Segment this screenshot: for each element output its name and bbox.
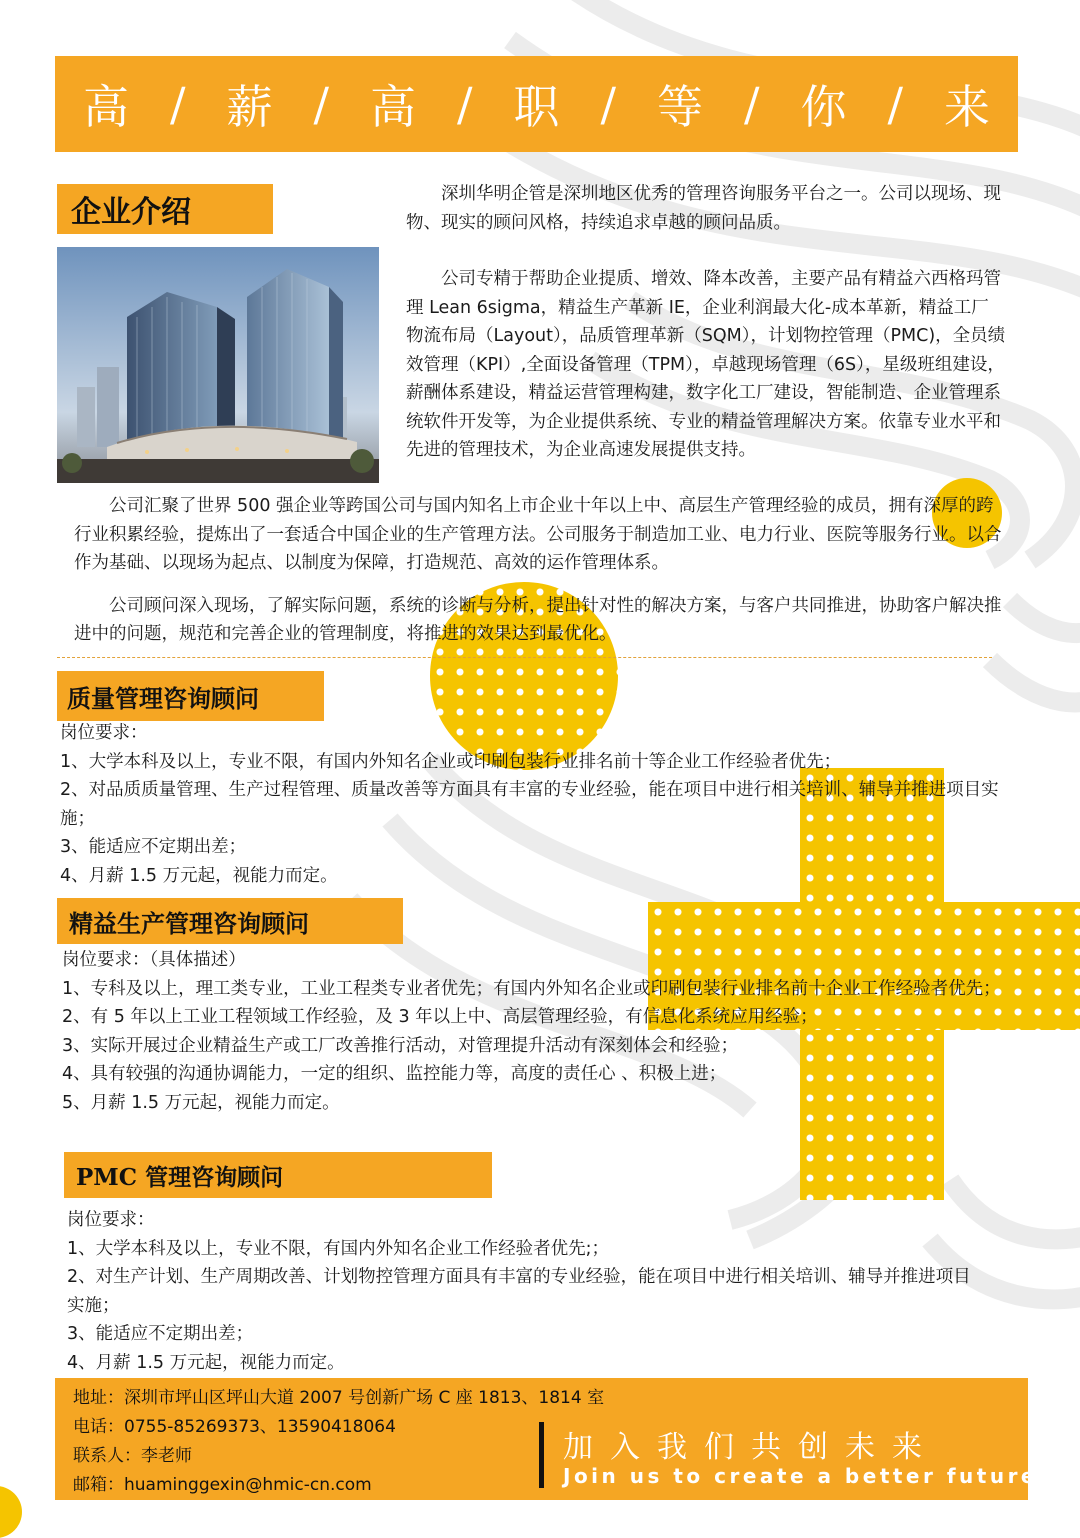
job-lean-requirements <box>62 946 1022 1117</box>
requirement-item: 1、专科及以上，理工类专业，工业工程类专业者优先；有国内外知名企业或印刷包装行业排名前十企业工作经验者优先； <box>62 978 1001 999</box>
requirement-item: 1、大学本科及以上，专业不限，有国内外知名企业工作经验者优先;； <box>67 1238 610 1259</box>
banner-separator: / <box>170 77 186 131</box>
banner-separator: / <box>600 77 616 131</box>
intro-paragraph-3: 公司汇聚了世界 500 强企业等跨国公司与国内知名上市企业十年以上中、高层生产管理经验的成员，拥有深厚的跨行业积累经验，提炼出了一套适合中国企业的生产管理方法。公司服务于制造加工业、电力行业、医院等服务行业。以合作为基础、以现场为起点、以制度为保障，打造规范、高效的运作管理体系。 <box>74 496 1002 573</box>
job-title-quality: 质量管理咨询顾问 <box>57 671 324 721</box>
requirement-item: 2、对生产计划、生产周期改善、计划物控管理方面具有丰富的专业经验，能在项目中进行相关培训、辅导并推进项目实施； <box>67 1267 971 1316</box>
requirement-item: 4、月薪 1.5 万元起，视能力而定。 <box>60 865 338 886</box>
banner-char: 职 <box>513 80 560 134</box>
banner-separator: / <box>313 77 329 131</box>
job-quality-requirements <box>60 719 1020 890</box>
job-pmc-requirements <box>67 1206 977 1377</box>
banner-char: 高 <box>83 80 129 134</box>
intro-text-full <box>74 492 1010 649</box>
banner-char: 你 <box>800 80 847 134</box>
requirement-item: 2、对品质质量管理、生产过程管理、质量改善等方面具有丰富的专业经验，能在项目中进行相关培训、辅导并推进项目实施； <box>60 780 999 829</box>
requirement-item: 3、能适应不定期出差； <box>60 837 247 857</box>
banner-char: 高 <box>370 80 416 134</box>
contact-phone: 电话：0755-85269373、13590418064 <box>73 1417 396 1437</box>
footer-contact-bar <box>55 1378 1038 1500</box>
banner-char: 来 <box>944 80 990 134</box>
banner-char: 等 <box>657 80 703 134</box>
requirements-label: 岗位要求：（具体描述） <box>62 950 246 970</box>
requirement-item: 3、实际开展过企业精益生产或工厂改善推行活动，对管理提升活动有深刻体会和经验； <box>62 1035 739 1056</box>
requirements-label: 岗位要求： <box>60 723 148 743</box>
intro-heading: 企业介绍 <box>57 184 273 234</box>
requirement-item: 4、月薪 1.5 万元起，视能力而定。 <box>67 1352 345 1373</box>
requirement-item: 1、大学本科及以上，专业不限，有国内外知名企业或印刷包装行业排名前十等企业工作经验者优先； <box>60 751 842 772</box>
intro-paragraph-4: 公司顾问深入现场，了解实际问题，系统的诊断与分析，提出针对性的解决方案，与客户共同推进，协助客户解决推进中的问题，规范和完善企业的管理制度，将推进的效果达到最优化。 <box>74 595 1002 644</box>
top-banner <box>55 56 1018 152</box>
intro-text-right <box>406 180 1006 465</box>
building-photo <box>57 247 379 483</box>
job-title-pmc: PMC 管理咨询顾问 <box>64 1152 492 1198</box>
footer-divider-bar <box>539 1422 544 1488</box>
section-divider <box>57 657 992 658</box>
banner-separator: / <box>744 77 760 131</box>
intro-paragraph-1: 深圳华明企管是深圳地区优秀的管理咨询服务平台之一。公司以现场、现物、现实的顾问风格，持续追求卓越的顾问品质。 <box>406 184 1001 233</box>
contact-info <box>73 1384 604 1500</box>
contact-person: 联系人：李老师 <box>73 1446 192 1466</box>
slogan-chinese: 加入我们共创未来 <box>563 1430 939 1465</box>
requirement-item: 4、具有较强的沟通协调能力，一定的组织、监控能力等，高度的责任心 、积极上进； <box>62 1064 727 1084</box>
decorative-corner-dot <box>0 1486 22 1538</box>
contact-email[interactable]: 邮箱：huaminggexin@hmic-cn.com <box>73 1475 372 1495</box>
banner-separator: / <box>457 77 473 131</box>
job-title-lean: 精益生产管理咨询顾问 <box>57 898 403 944</box>
requirement-item: 2、有 5 年以上工业工程领域工作经验，及 3 年以上中、高层管理经验，有信息化系统应用经验； <box>62 1007 818 1027</box>
requirements-label: 岗位要求： <box>67 1210 155 1230</box>
intro-paragraph-2: 公司专精于帮助企业提质、增效、降本改善，主要产品有精益六西格玛管理 Lean 6sigma，精益生产革新 IE，企业利润最大化-成本革新，精益工厂物流布局（Layout），品质管理革新（SQM），计划物控管理（PMC)，全员绩效管理（KPI）,全面设备管理（TPM），卓越现场管理（6S），星级班组建设，薪酬体系建设，精益运营管理构建，数字化工厂建设，智能制造、企业管理系统软件开发等，为企业提供系统、专业的精益管理解决方案。依靠专业水平和先进的管理技术，为企业高速发展提供支持。 <box>406 269 1006 460</box>
requirement-item: 5、月薪 1.5 万元起，视能力而定。 <box>62 1092 340 1113</box>
slogan-english: Join us to create a better future <box>563 1464 1038 1488</box>
contact-address: 地址：深圳市坪山区坪山大道 2007 号创新广场 C 座 1813、1814 室 <box>73 1388 605 1408</box>
requirement-item: 3、能适应不定期出差； <box>67 1324 254 1344</box>
banner-char: 薪 <box>226 80 273 134</box>
banner-separator: / <box>887 77 903 131</box>
